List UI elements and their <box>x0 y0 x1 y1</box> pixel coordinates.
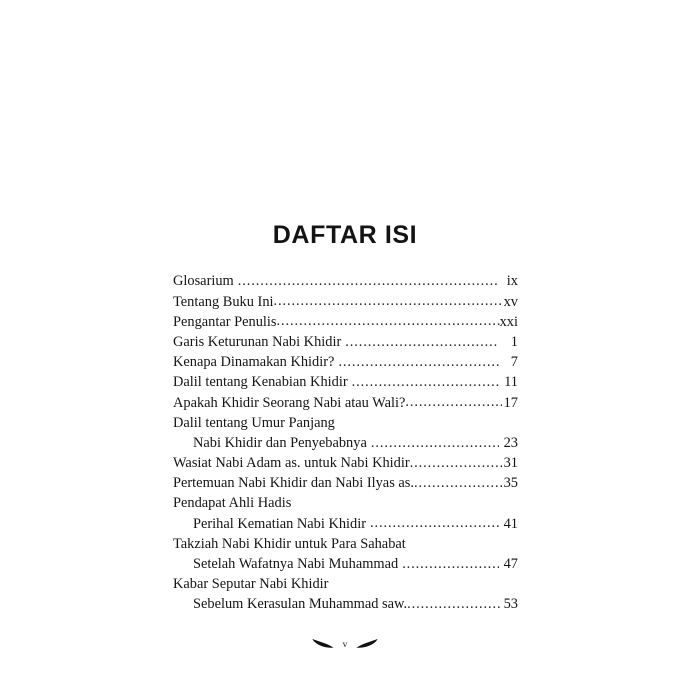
toc-leader-dots <box>238 271 499 285</box>
leaf-ornament-right-icon <box>356 636 378 654</box>
toc-entry-page-number: 11 <box>504 374 518 391</box>
toc-entry-page-number: ix <box>506 273 518 290</box>
toc-entry-page-number: 47 <box>503 556 518 573</box>
toc-entry-page-number: 1 <box>510 333 518 350</box>
toc-leader-dots <box>332 574 499 588</box>
toc-leader-dots <box>277 311 500 325</box>
toc-entry[interactable] <box>173 493 518 513</box>
toc-entry-label: Apakah Khidir Seorang Nabi atau Wali? <box>173 394 406 411</box>
toc-entry-page-number: xxi <box>499 313 518 330</box>
toc-entry[interactable] <box>173 433 518 453</box>
page-number: v <box>342 640 348 651</box>
toc-leader-dots <box>274 291 502 305</box>
toc-entry-page-number: 23 <box>503 434 518 451</box>
toc-entry-page-number: xv <box>503 293 518 310</box>
toc-entry[interactable] <box>173 332 518 352</box>
toc-entry-label: Perihal Kematian Nabi Khidir <box>193 515 367 532</box>
toc-entry-label: Pendapat Ahli Hadis <box>173 495 292 512</box>
toc-entry-page-number: 17 <box>503 394 518 411</box>
toc-entry[interactable] <box>173 574 518 594</box>
toc-entry-label: Kenapa Dinamakan Khidir? <box>173 354 335 371</box>
toc-leader-dots <box>339 412 499 426</box>
toc-entry-label: Dalil tentang Umur Panjang <box>173 414 335 431</box>
toc-leader-dots <box>410 533 499 547</box>
toc-leader-dots <box>371 433 499 447</box>
toc-entry-page-number: 7 <box>510 354 518 371</box>
toc-entry[interactable] <box>173 513 518 533</box>
toc-entry-label: Garis Keturunan Nabi Khidir <box>173 333 342 350</box>
toc-leader-dots <box>352 372 499 386</box>
toc-entry[interactable] <box>173 594 518 614</box>
toc-leader-dots <box>345 332 499 346</box>
toc-entry-page-number: 53 <box>503 596 518 613</box>
toc-entry-label: Nabi Khidir dan Penyebabnya <box>193 434 367 451</box>
toc-entry-label: Dalil tentang Kenabian Khidir <box>173 374 348 391</box>
toc-entry[interactable] <box>173 352 518 372</box>
toc-entry[interactable] <box>173 291 518 311</box>
toc-entry[interactable] <box>173 372 518 392</box>
toc-leader-dots <box>295 493 499 507</box>
toc-entry[interactable] <box>173 392 518 412</box>
toc-entry-label: Setelah Wafatnya Nabi Muhammad <box>193 556 399 573</box>
toc-entry-label: Kabar Seputar Nabi Khidir <box>173 576 329 593</box>
toc-entry[interactable] <box>173 473 518 493</box>
footer-ornament <box>0 636 690 654</box>
toc-entry-label: Pertemuan Nabi Khidir dan Nabi Ilyas as. <box>173 475 414 492</box>
toc-leader-dots <box>414 473 502 487</box>
toc-entry[interactable] <box>173 533 518 553</box>
leaf-ornament-left-icon <box>312 636 334 654</box>
toc-entry-label: Tentang Buku Ini <box>173 293 274 310</box>
page-title: DAFTAR ISI <box>272 221 418 249</box>
toc-entry-label: Takziah Nabi Khidir untuk Para Sahabat <box>173 535 406 552</box>
toc-entry[interactable] <box>173 311 518 331</box>
toc-entry[interactable] <box>173 554 518 574</box>
toc-entry-label: Glosarium <box>173 273 234 290</box>
toc-entry-label: Wasiat Nabi Adam as. untuk Nabi Khidir <box>173 455 410 472</box>
toc-leader-dots <box>338 352 499 366</box>
toc-entry-label: Pengantar Penulis <box>173 313 277 330</box>
toc-entry[interactable] <box>173 453 518 473</box>
toc-entry[interactable] <box>173 271 518 291</box>
toc-list <box>173 271 518 614</box>
toc-leader-dots <box>405 392 502 406</box>
toc-entry-page-number: 35 <box>503 475 518 492</box>
toc-entry-page-number: 31 <box>503 455 518 472</box>
toc-leader-dots <box>402 554 499 568</box>
toc-leader-dots <box>410 453 502 467</box>
toc-leader-dots <box>407 594 502 608</box>
toc-leader-dots <box>370 513 499 527</box>
toc-entry[interactable] <box>173 412 518 432</box>
toc-entry-label: Sebelum Kerasulan Muhammad saw. <box>193 596 408 613</box>
toc-entry-page-number: 41 <box>503 515 518 532</box>
